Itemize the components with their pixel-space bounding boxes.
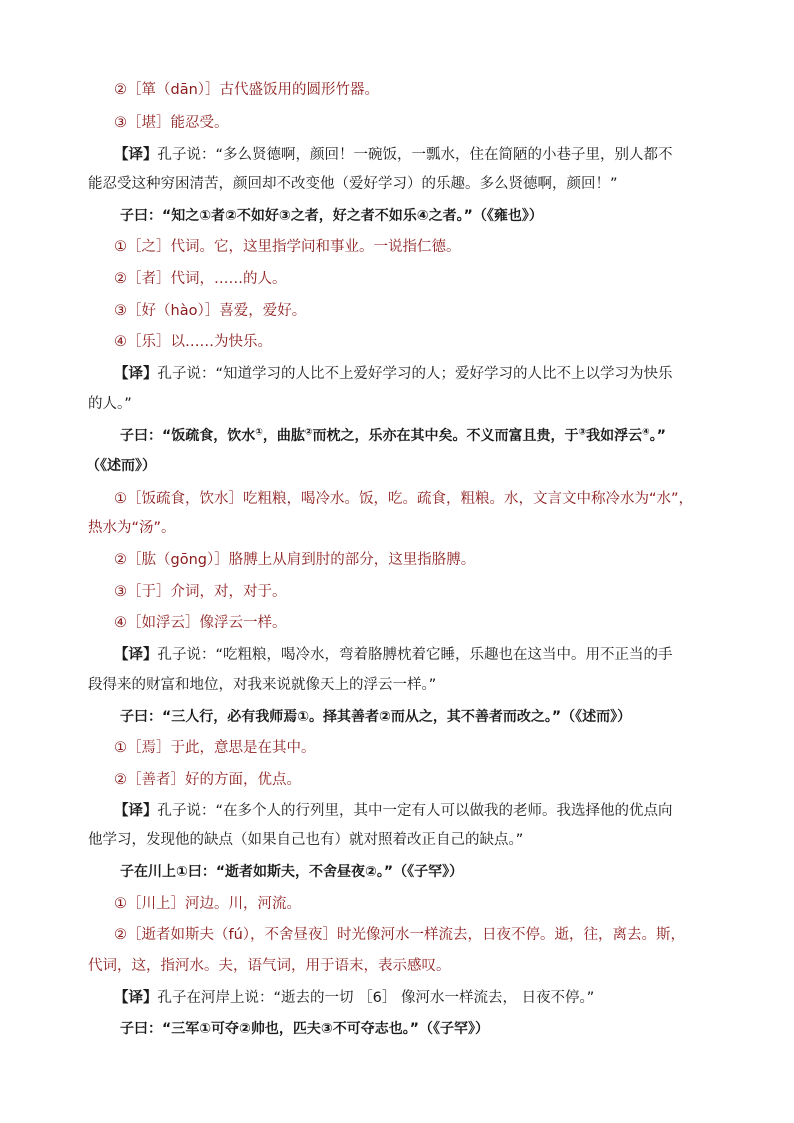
note-yan: ①［焉］于此，意思是在其中。 — [114, 740, 316, 756]
quote-source: （《述而》） — [86, 458, 156, 474]
translation-3-line-2: 段得来的财富和地位，对我来说就像天上的浮云一样。” — [88, 677, 437, 693]
quote-fragment: ，曲肱 — [262, 428, 305, 444]
footnote-marker: ③ — [578, 427, 587, 438]
note-shi-zhe-line-2: 代词，这，指河水。夫，语气词，用于语末，表示感叹。 — [88, 958, 451, 974]
quote-shu-er-1 — [0, 426, 794, 446]
translation-tag: 【译】 — [114, 147, 158, 163]
footnote-marker: ④ — [642, 427, 650, 438]
translation-3-line-1 — [0, 645, 794, 665]
translation-4-line-2: 他学习，发现他的缺点（如果自己也有）就对照着改正自己的缺点。” — [88, 832, 524, 848]
footnote-marker: ② — [304, 427, 313, 438]
note-hao: ③［好（hào）］喜爱，爱好。 — [114, 303, 307, 319]
translation-tag: 【译】 — [114, 647, 158, 663]
quote-fragment: 子曰：“饭疏食，饮水 — [120, 428, 256, 444]
note-fan-shu-shi-line-2: 热水为“汤”。 — [88, 520, 176, 536]
translation-tag: 【译】 — [114, 803, 158, 819]
note-kan: ③［堪］能忍受。 — [114, 115, 229, 131]
translation-2-line-2: 的人。” — [88, 396, 132, 412]
translation-text: 孔子在河岸上说：“逝去的一切 ［6］ 像河水一样流去， 日夜不停。” — [157, 990, 595, 1006]
translation-2-line-1 — [0, 364, 794, 384]
quote-fragment: 而枕之，乐亦在其中矣。不义而富且贵，于 — [312, 428, 579, 444]
note-fan-shu-shi-line-1: ①［饭疏食，饮水］吃粗粮，喝冷水。饭，吃。疏食，粗粮。水，文言文中称冷水为“水”， — [114, 491, 694, 507]
translation-1-line-2: 能忍受这种穷困清苦，颜回却不改变他（爱好学习）的乐趣。多么贤德啊，颜回！” — [88, 176, 618, 192]
note-dan: ②［箪（dān）］古代盛饭用的圆形竹器。 — [114, 82, 380, 98]
quote-zi-han-1: 子在川上①曰：“逝者如斯夫，不舍昼夜②。”（《子罕》） — [120, 864, 464, 880]
translation-text: 孔子说：“知道学习的人比不上爱好学习的人；爱好学习的人比不上以学习为快乐 — [157, 366, 673, 382]
quote-yong-ye: 子曰：“知之①者②不如好③之者，好之者不如乐④之者。”（《雍也》） — [120, 208, 543, 224]
translation-text: 孔子说：“吃粗粮，喝冷水，弯着胳膊枕着它睡，乐趣也在这当中。用不正当的手 — [157, 647, 673, 663]
note-ru-fu-yun: ④［如浮云］像浮云一样。 — [114, 615, 287, 631]
note-zhe: ②［者］代词，……的人。 — [114, 271, 287, 287]
translation-tag: 【译】 — [114, 366, 158, 382]
note-le: ④［乐］以……为快乐。 — [114, 334, 272, 350]
note-yu: ③［于］介词，对，对于。 — [114, 584, 287, 600]
note-gong: ②［肱（gōng）］胳膊上从肩到肘的部分，这里指胳膊。 — [114, 552, 476, 568]
quote-fragment: 我如浮云 — [586, 428, 643, 444]
translation-text: 孔子说：“多么贤德啊，颜回！一碗饭，一瓢水，住在简陋的小巷子里，别人都不 — [157, 147, 673, 163]
quote-shu-er-2: 子曰：“三人行，必有我师焉①。择其善者②而从之，其不善者而改之。”（《述而》） — [120, 709, 632, 725]
translation-text: 孔子说：“在多个人的行列里，其中一定有人可以做我的老师。我选择他的优点向 — [157, 803, 673, 819]
note-shan-zhe: ②［善者］好的方面，优点。 — [114, 772, 301, 788]
note-zhi: ①［之］代词。它，这里指学问和事业。一说指仁德。 — [114, 239, 461, 255]
quote-zi-han-2: 子曰：“三军①可夺②帅也，匹夫③不可夺志也。”（《子罕》） — [120, 1021, 489, 1037]
note-shi-zhe-line-1: ②［逝者如斯夫（fú），不舍昼夜］时光像河水一样流去，日夜不停。逝，往，离去。斯， — [114, 927, 686, 943]
quote-fragment: 。” — [649, 428, 666, 444]
translation-tag: 【译】 — [114, 990, 158, 1006]
footnote-marker: ① — [255, 427, 263, 438]
translation-1-line-1 — [0, 145, 794, 165]
translation-4-line-1 — [0, 801, 794, 821]
translation-5 — [0, 988, 794, 1008]
note-chuan-shang: ①［川上］河边。川，河流。 — [114, 896, 301, 912]
